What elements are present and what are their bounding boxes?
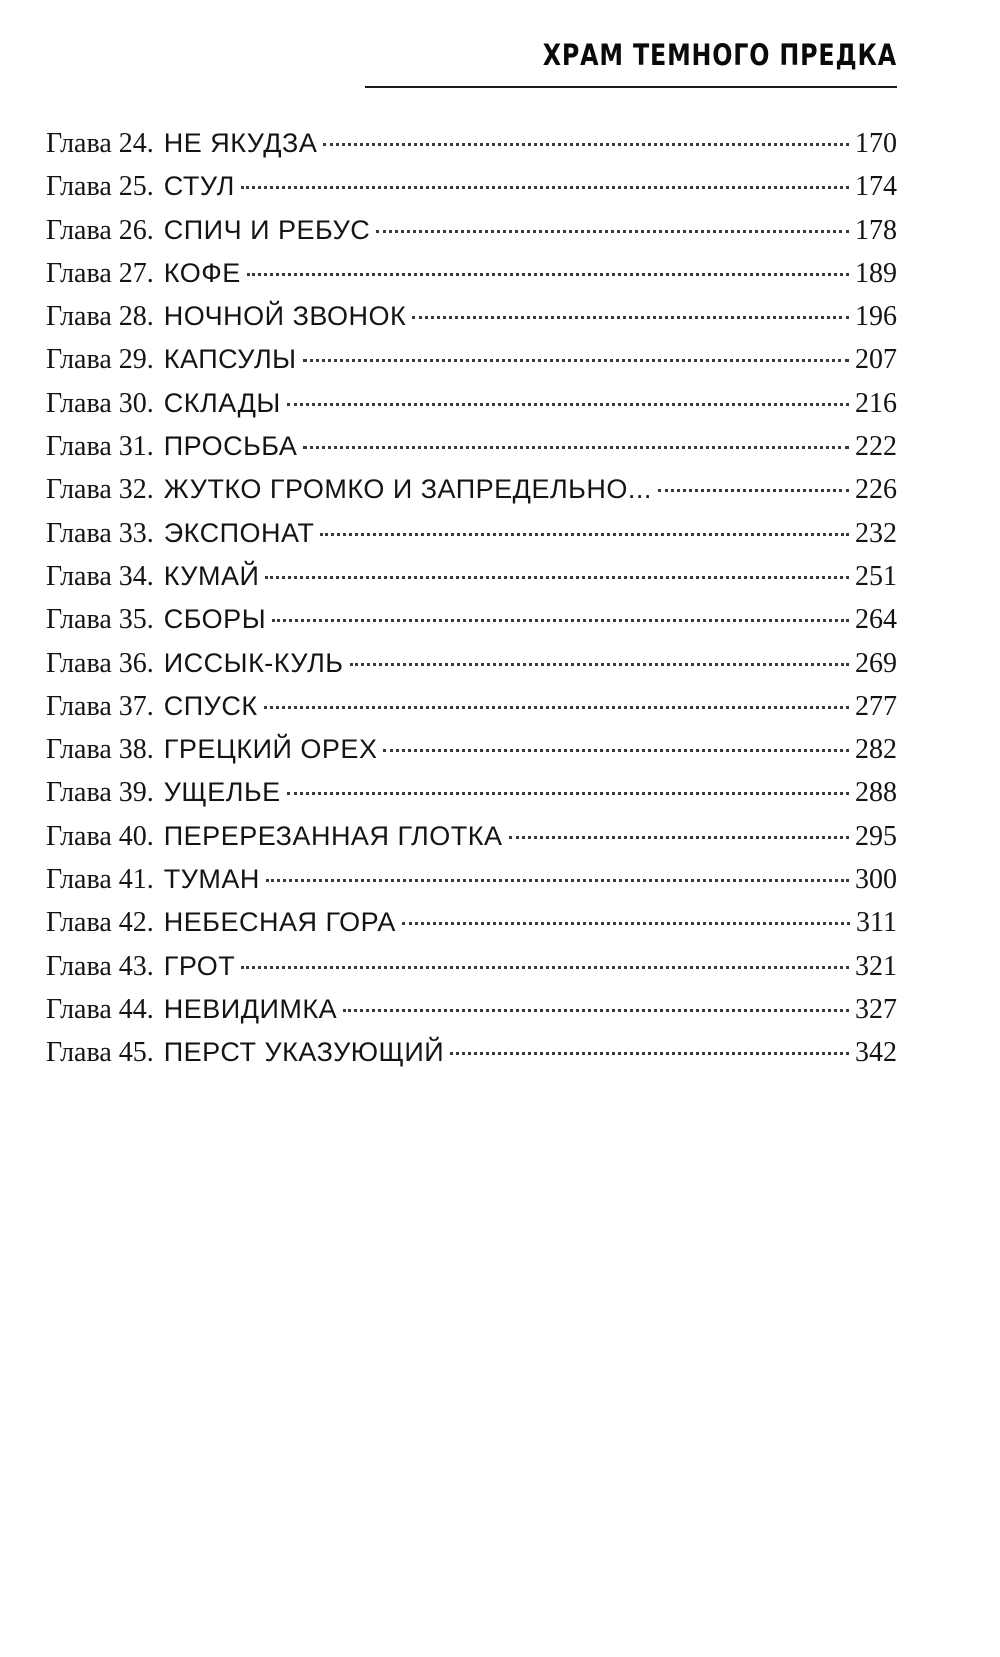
chapter-title: НЕВИДИМКА xyxy=(163,993,338,1024)
toc-entry xyxy=(46,864,897,907)
chapter-number: Глава 36. xyxy=(46,647,154,679)
page-number: 311 xyxy=(856,907,897,939)
dot-leader xyxy=(323,143,849,146)
page-number: 327 xyxy=(855,993,897,1025)
toc-entry xyxy=(46,431,897,474)
chapter-title: ТУМАН xyxy=(163,864,260,895)
toc-entry xyxy=(46,128,897,171)
page-number: 216 xyxy=(855,387,897,419)
chapter-number: Глава 35. xyxy=(46,604,154,636)
toc-entry xyxy=(46,215,897,258)
chapter-title: ЖУТКО ГРОМКО И ЗАПРЕДЕЛЬНО... xyxy=(163,474,652,505)
toc-entry xyxy=(46,561,897,604)
header-rule xyxy=(365,86,897,88)
chapter-title: НЕБЕСНАЯ ГОРА xyxy=(163,907,396,938)
dot-leader xyxy=(265,576,849,579)
chapter-title: ПЕРЕРЕЗАННАЯ ГЛОТКА xyxy=(163,820,503,851)
toc-entry xyxy=(46,994,897,1037)
chapter-number: Глава 40. xyxy=(46,820,154,852)
dot-leader xyxy=(247,273,849,276)
page-number: 321 xyxy=(855,950,897,982)
page-number: 251 xyxy=(855,560,897,592)
dot-leader xyxy=(272,619,849,622)
dot-leader xyxy=(509,836,850,839)
chapter-title: НОЧНОЙ ЗВОНОК xyxy=(163,301,407,332)
dot-leader xyxy=(412,316,849,319)
page-number: 196 xyxy=(855,301,897,333)
dot-leader xyxy=(287,403,849,406)
page-number: 300 xyxy=(855,864,897,896)
dot-leader xyxy=(450,1052,849,1055)
page-number: 189 xyxy=(855,257,897,289)
chapter-number: Глава 32. xyxy=(46,474,154,506)
chapter-number: Глава 37. xyxy=(46,690,154,722)
chapter-title: СТУЛ xyxy=(163,171,235,202)
chapter-number: Глава 24. xyxy=(46,128,154,159)
dot-leader xyxy=(241,966,849,969)
dot-leader xyxy=(303,446,849,449)
chapter-title: ПЕРСТ УКАЗУЮЩИЙ xyxy=(163,1037,445,1068)
toc-entry xyxy=(46,388,897,431)
chapter-title: ИССЫК-КУЛЬ xyxy=(163,647,344,678)
toc-entry xyxy=(46,604,897,647)
dot-leader xyxy=(303,359,849,362)
chapter-number: Глава 33. xyxy=(46,517,154,549)
chapter-title: КАПСУЛЫ xyxy=(163,344,297,375)
chapter-number: Глава 39. xyxy=(46,777,154,809)
page-number: 295 xyxy=(855,820,897,852)
page-number: 269 xyxy=(855,647,897,679)
table-of-contents xyxy=(46,128,897,1081)
chapter-number: Глава 29. xyxy=(46,344,154,376)
dot-leader xyxy=(402,922,850,925)
toc-entry xyxy=(46,648,897,691)
page-number: 277 xyxy=(855,690,897,722)
toc-entry xyxy=(46,518,897,561)
dot-leader xyxy=(266,879,849,882)
page-number: 264 xyxy=(855,604,897,636)
chapter-number: Глава 41. xyxy=(46,864,154,896)
dot-leader xyxy=(343,1009,849,1012)
dot-leader xyxy=(264,706,849,709)
chapter-number: Глава 44. xyxy=(46,993,154,1025)
dot-leader xyxy=(376,230,849,233)
chapter-title: НЕ ЯКУДЗА xyxy=(163,128,318,158)
page-number: 222 xyxy=(855,431,897,463)
chapter-title: СБОРЫ xyxy=(163,604,267,635)
chapter-title: ПРОСЬБА xyxy=(163,431,298,462)
dot-leader xyxy=(287,792,849,795)
page-number: 232 xyxy=(855,517,897,549)
chapter-title: ГРОТ xyxy=(163,950,236,981)
toc-entry xyxy=(46,344,897,387)
chapter-number: Глава 43. xyxy=(46,950,154,982)
chapter-number: Глава 25. xyxy=(46,171,154,203)
toc-entry xyxy=(46,474,897,517)
page-number: 288 xyxy=(855,777,897,809)
chapter-number: Глава 30. xyxy=(46,387,154,419)
dot-leader xyxy=(383,749,849,752)
chapter-number: Глава 34. xyxy=(46,560,154,592)
toc-entry xyxy=(46,734,897,777)
toc-entry xyxy=(46,777,897,820)
chapter-title: КУМАЙ xyxy=(163,560,260,591)
chapter-title: КОФЕ xyxy=(163,257,241,288)
toc-entry xyxy=(46,951,897,994)
chapter-title: СПУСК xyxy=(163,690,258,721)
page-number: 178 xyxy=(855,214,897,246)
chapter-number: Глава 45. xyxy=(46,1037,154,1069)
page-number: 170 xyxy=(855,128,897,159)
page-number: 342 xyxy=(855,1037,897,1069)
toc-entry xyxy=(46,1037,897,1080)
chapter-title: ЭКСПОНАТ xyxy=(163,517,315,548)
dot-leader xyxy=(241,186,849,189)
running-head: ХРАМ ТЕМНОГО ПРЕДКА xyxy=(542,38,897,72)
toc-entry xyxy=(46,691,897,734)
toc-entry xyxy=(46,821,897,864)
chapter-number: Глава 42. xyxy=(46,907,154,939)
page-number: 174 xyxy=(855,171,897,203)
dot-leader xyxy=(658,489,849,492)
toc-entry xyxy=(46,171,897,214)
page-number: 282 xyxy=(855,734,897,766)
toc-entry xyxy=(46,301,897,344)
chapter-title: СПИЧ И РЕБУС xyxy=(163,214,371,245)
chapter-number: Глава 31. xyxy=(46,431,154,463)
chapter-title: УЩЕЛЬЕ xyxy=(163,777,281,808)
toc-entry xyxy=(46,258,897,301)
dot-leader xyxy=(350,663,849,666)
dot-leader xyxy=(320,533,849,536)
page-number: 226 xyxy=(855,474,897,506)
chapter-title: ГРЕЦКИЙ ОРЕХ xyxy=(163,734,378,765)
chapter-number: Глава 26. xyxy=(46,214,154,246)
toc-entry xyxy=(46,907,897,950)
chapter-title: СКЛАДЫ xyxy=(163,387,281,418)
page-number: 207 xyxy=(855,344,897,376)
chapter-number: Глава 27. xyxy=(46,257,154,289)
chapter-number: Глава 38. xyxy=(46,734,154,766)
chapter-number: Глава 28. xyxy=(46,301,154,333)
